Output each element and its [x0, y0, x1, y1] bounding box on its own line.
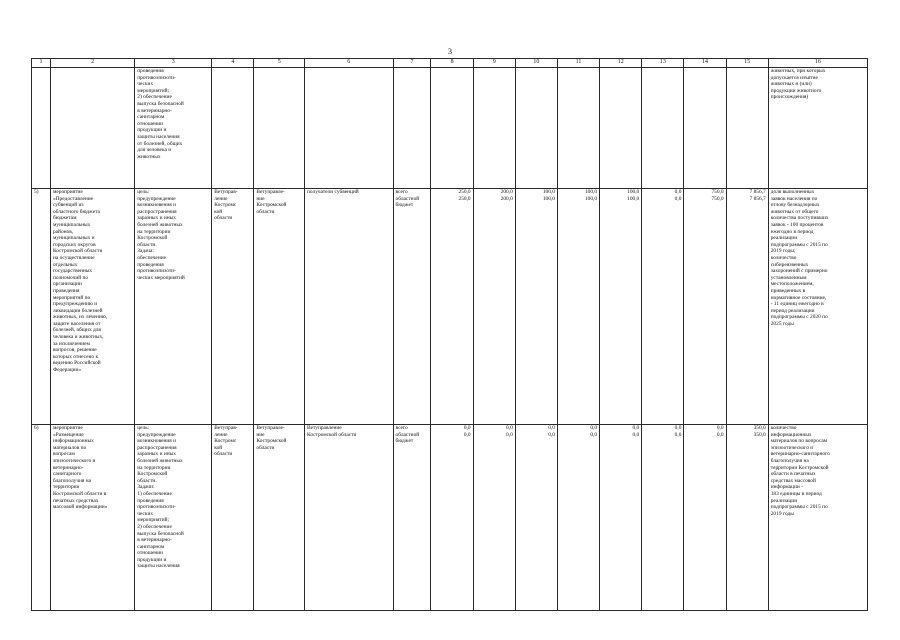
cell-text-line: субвенций из: [52, 202, 84, 209]
cell-text-line: 2025 годы: [770, 320, 794, 327]
cell-text-line: болезней животных: [137, 221, 183, 228]
cell-text-line: территории: [52, 484, 80, 491]
cell-text-line: области: [256, 444, 275, 451]
header-cell-12: 12: [600, 59, 642, 68]
cell-text-line: массовой информации»: [52, 504, 108, 511]
cell-text-line: реализации: [770, 497, 798, 504]
cell-text-line: ние: [256, 431, 265, 438]
cell-text-line: для человека и: [137, 147, 172, 154]
cell-text-line: средствах массовой: [770, 477, 816, 484]
cell-text-line: области в печатных: [770, 471, 816, 478]
cell-text-line: цель:: [137, 425, 150, 431]
cell-text-line: ление: [214, 431, 228, 438]
cell-text-line: благополучия на: [770, 457, 809, 464]
cell-text-line: 0,0: [674, 195, 682, 202]
cell-text-line: ние: [256, 195, 265, 202]
cell-goal-tasks: [135, 189, 212, 425]
cell-year-2020: [642, 189, 684, 425]
cell-year-2015: [431, 68, 473, 189]
cell-year-2016: [473, 189, 515, 425]
cell-text-line: вопросов, решение: [52, 347, 97, 354]
cell-text-line: которых отнесено к: [52, 353, 99, 360]
cell-text-line: территории Костромской: [770, 464, 829, 471]
cell-text-line: продукции животного: [770, 87, 822, 94]
cell-year-2015: [431, 189, 473, 425]
cell-text-line: Костромской области: [52, 248, 103, 255]
cell-text-line: на территории: [137, 464, 171, 471]
cell-text-line: бюджетам: [52, 215, 77, 222]
cell-text-line: защиты населения: [137, 133, 180, 140]
cell-text-line: предупреждению и: [52, 301, 98, 308]
cell-text-line: 0,0: [716, 425, 724, 431]
cell-text-line: подпрограммы с 2015 по: [770, 504, 828, 511]
header-cell-6: 6: [305, 59, 394, 68]
cell-text-line: 250,0: [458, 189, 471, 195]
cell-text-line: Костромской: [137, 471, 168, 478]
cell-text-line: предупреждение: [137, 195, 176, 202]
cell-text-line: Костромской: [137, 235, 168, 242]
cell-text-line: 200,0: [500, 189, 513, 195]
cell-row-number: [32, 68, 51, 189]
cell-text-line: 0,0: [463, 425, 471, 431]
cell-text-line: 0,0: [590, 431, 598, 438]
cell-text-line: 100,0: [584, 189, 598, 195]
cell-row-number: [32, 189, 51, 425]
cell-text-line: Костромской области: [307, 431, 357, 438]
header-cell-16: 16: [768, 59, 867, 68]
cell-text-line: происхождения): [770, 94, 809, 101]
cell-year-2017: [515, 425, 557, 611]
cell-measure-name: [50, 189, 134, 425]
cell-text-line: 0,0: [463, 431, 471, 438]
cell-total-value: [684, 189, 726, 425]
cell-text-line: - 11 единиц ежегодно в: [770, 301, 824, 308]
cell-text-line: Задачи:: [137, 484, 155, 491]
cell-row-number: [32, 425, 51, 611]
cell-text-line: подпрограммы с 2020 по: [770, 314, 828, 321]
cell-text-line: санитарном: [137, 114, 165, 121]
cell-col-15-value: [726, 425, 768, 611]
cell-year-2017: [515, 68, 557, 189]
cell-text-line: подпрограммы с 2015 по: [770, 241, 828, 248]
cell-year-2020: [642, 425, 684, 611]
page-number: 3: [448, 47, 452, 56]
cell-text-line: Ветуправле-: [256, 425, 285, 431]
cell-text-line: 750,0: [711, 195, 724, 202]
cell-text-line: захоронений с примерно: [770, 268, 828, 275]
cell-year-2015: [431, 425, 473, 611]
cell-text-line: заразных и иных: [137, 215, 176, 222]
cell-col-15-value: [726, 68, 768, 189]
cell-text-line: 0,0: [674, 425, 682, 431]
cell-year-2019: [600, 425, 642, 611]
cell-text-line: в ветеринарно-: [137, 537, 172, 544]
cell-text-line: области.: [137, 477, 157, 484]
cell-text-line: Костромской области в: [52, 490, 107, 497]
cell-text-line: вопросам: [52, 451, 75, 458]
cell-text-line: материалов по: [52, 444, 87, 451]
cell-text-line: государственных: [52, 268, 93, 275]
cell-text-line: областной: [395, 195, 420, 202]
cell-text-line: эпизоотического и: [52, 457, 96, 464]
cell-text-line: защите населения от: [52, 320, 101, 327]
cell-text-line: ческих: [137, 510, 154, 517]
cell-text-line: в ветеринарно-: [137, 107, 172, 114]
header-cell-14: 14: [684, 59, 726, 68]
cell-text-line: 100,0: [627, 195, 640, 202]
cell-text-line: санитарном: [137, 543, 165, 550]
header-cell-5: 5: [254, 59, 305, 68]
cell-text-line: цель:: [137, 189, 150, 195]
cell-text-line: 7 856,7: [749, 189, 766, 195]
cell-text-line: проведения: [52, 287, 80, 294]
cell-text-line: районов,: [52, 228, 74, 235]
header-cell-10: 10: [515, 59, 557, 68]
cell-text-line: Костромской: [256, 438, 287, 445]
cell-text-line: организации: [52, 281, 82, 288]
cell-text-line: установленным: [770, 274, 807, 281]
cell-text-line: ежегодно в период: [770, 228, 814, 235]
cell-text-line: 7 856,7: [749, 195, 766, 202]
cell-text-line: Костромской: [256, 202, 287, 209]
cell-text-line: ликвидации болезней: [52, 307, 103, 314]
cell-text-line: бюджет: [395, 438, 414, 445]
cell-text-line: бюджет: [395, 202, 414, 209]
cell-text-line: количество: [770, 254, 797, 261]
cell-text-line: 2) обеспечение: [137, 523, 172, 530]
header-cell-2: 2: [50, 59, 134, 68]
cell-text-line: период реализации: [770, 307, 815, 314]
cell-text-line: болезней, общих для: [52, 327, 101, 334]
cell-total-value: [684, 68, 726, 189]
cell-text-line: 100,0: [542, 195, 555, 202]
cell-text-line: кой: [214, 208, 223, 215]
cell-text-line: возникновения и: [137, 202, 176, 209]
cell-text-line: городских округов: [52, 241, 96, 248]
cell-text-line: реализации: [770, 235, 798, 242]
cell-text-line: местоположением,: [770, 281, 814, 288]
cell-text-line: Ветуправ-: [214, 425, 238, 431]
cell-text-line: 200,0: [500, 195, 513, 202]
table-row: [32, 425, 868, 611]
program-table: [31, 58, 868, 611]
cell-text-line: 0,0: [674, 431, 682, 438]
cell-total-value: [684, 425, 726, 611]
cell-year-2016: [473, 68, 515, 189]
cell-text-line: информационных: [52, 438, 94, 445]
cell-text-line: 100,0: [542, 189, 555, 195]
cell-text-line: защиты населения: [137, 563, 180, 570]
cell-text-line: возникновения и: [137, 438, 176, 445]
cell-text-line: информации -: [770, 484, 803, 491]
cell-text-line: кой: [214, 444, 223, 451]
cell-text-line: продукции и: [137, 556, 167, 563]
cell-text-line: Костромс: [214, 202, 237, 209]
cell-text-line: 2019 годы;: [770, 248, 796, 255]
cell-text-line: животных, при которых: [770, 68, 826, 74]
cell-text-line: 100,0: [584, 195, 598, 202]
cell-text-line: заявок - 100 процентов: [770, 221, 824, 228]
cell-text-line: проведения: [137, 261, 164, 268]
cell-text-line: распространения: [137, 444, 177, 451]
header-cell-1: 1: [32, 59, 51, 68]
cell-year-2019: [600, 189, 642, 425]
cell-text-line: проведения: [137, 68, 164, 74]
cell-executor: [212, 425, 254, 611]
cell-text-line: Ветуправле-: [256, 189, 285, 195]
header-cell-11: 11: [557, 59, 599, 68]
cell-text-line: количество: [770, 425, 797, 431]
cell-text-line: выпуска безопасной: [137, 530, 184, 537]
cell-text-line: на территории: [137, 228, 171, 235]
cell-text-line: 250,0: [458, 195, 471, 202]
cell-funding-source: [393, 68, 431, 189]
cell-text-line: человека и животных,: [52, 334, 104, 341]
cell-text-line: 0,0: [632, 425, 640, 431]
table-header-row: [32, 59, 868, 68]
cell-text-line: мероприятие: [52, 189, 83, 195]
cell-text-line: области: [256, 208, 275, 215]
cell-text-line: животных от общего: [770, 208, 819, 215]
cell-text-line: отдельных: [52, 261, 78, 268]
cell-text-line: нормативное состояние,: [770, 294, 827, 301]
cell-text-line: области: [214, 451, 233, 458]
cell-text-line: 5): [34, 189, 39, 195]
cell-year-2017: [515, 189, 557, 425]
cell-text-line: мероприятий;: [137, 517, 170, 524]
cell-text-line: животных, их лечению,: [52, 314, 108, 321]
cell-text-line: областной: [395, 431, 420, 438]
cell-year-2016: [473, 425, 515, 611]
cell-text-line: всего: [395, 189, 408, 195]
header-cell-3: 3: [135, 59, 212, 68]
cell-text-line: мероприятие: [52, 425, 83, 431]
cell-text-line: 183 единицы в период: [770, 490, 822, 497]
table-row: [32, 68, 868, 189]
cell-text-line: допускается изъятие: [770, 74, 818, 81]
cell-text-line: болезней животных: [137, 457, 183, 464]
cell-text-line: ветеринарно-санитарного: [770, 451, 830, 458]
cell-indicator: [768, 425, 867, 611]
cell-text-line: отношении: [137, 550, 164, 557]
cell-text-line: 100,0: [627, 189, 640, 195]
cell-text-line: сибиреязвенных: [770, 261, 809, 268]
cell-goal-tasks: [135, 68, 212, 189]
cell-text-line: благополучия на: [52, 477, 92, 484]
cell-text-line: ческих мероприятий: [137, 274, 185, 281]
cell-text-line: 0,0: [674, 189, 682, 195]
cell-text-line: за исключением: [52, 340, 90, 347]
cell-text-line: «Размещение: [52, 431, 84, 438]
cell-text-line: муниципальных: [52, 221, 91, 228]
cell-text-line: заявок населения по: [770, 195, 818, 202]
cell-text-line: предупреждение: [137, 431, 176, 438]
cell-text-line: материалов по вопросам: [770, 438, 828, 445]
cell-coexecutor: [254, 189, 305, 425]
cell-text-line: Федерации»: [52, 367, 82, 374]
cell-text-line: противоэпизоти-: [137, 74, 176, 81]
cell-indicator: [768, 68, 867, 189]
cell-text-line: количества поступивших: [770, 215, 829, 222]
cell-text-line: получатели субвенций: [307, 189, 359, 195]
cell-text-line: муниципальных и: [52, 235, 95, 242]
cell-recipients: [305, 189, 394, 425]
cell-text-line: животных: [137, 153, 161, 160]
cell-text-line: на осуществление: [52, 254, 95, 261]
cell-text-line: отлову безнадзорных: [770, 202, 820, 209]
header-cell-9: 9: [473, 59, 515, 68]
cell-text-line: заразных и иных: [137, 451, 176, 458]
cell-year-2018: [557, 68, 599, 189]
header-cell-4: 4: [212, 59, 254, 68]
cell-text-line: Ветуправление: [307, 425, 342, 431]
cell-text-line: информационных: [770, 431, 812, 438]
cell-text-line: печатных средствах: [52, 497, 99, 504]
cell-text-line: выпуска безопасной: [137, 100, 184, 107]
cell-measure-name: [50, 68, 134, 189]
cell-text-line: мероприятий;: [137, 87, 170, 94]
cell-text-line: обеспечение: [137, 254, 166, 261]
cell-text-line: ческих: [137, 81, 154, 88]
cell-text-line: 6): [34, 425, 39, 431]
cell-text-line: 350,0: [753, 431, 766, 438]
cell-text-line: доля выполненных: [770, 189, 815, 195]
cell-funding-source: [393, 425, 431, 611]
cell-text-line: эпизоотического и: [770, 444, 814, 451]
cell-year-2020: [642, 68, 684, 189]
cell-year-2019: [600, 68, 642, 189]
cell-text-line: отношении: [137, 120, 164, 127]
cell-text-line: 0,0: [716, 431, 724, 438]
cell-text-line: области: [214, 215, 233, 222]
cell-text-line: 2) обеспечение: [137, 94, 172, 101]
cell-text-line: областного бюджета: [52, 208, 100, 215]
cell-text-line: санитарного: [52, 471, 82, 478]
header-cell-8: 8: [431, 59, 473, 68]
cell-text-line: всего: [395, 425, 408, 431]
cell-text-line: 2019 годы: [770, 510, 794, 517]
cell-text-line: 0,0: [632, 431, 640, 438]
cell-executor: [212, 68, 254, 189]
cell-executor: [212, 189, 254, 425]
cell-text-line: противоэпизоти-: [137, 504, 176, 511]
cell-funding-source: [393, 189, 431, 425]
cell-text-line: приведенных в: [770, 287, 806, 294]
header-cell-7: 7: [393, 59, 431, 68]
cell-text-line: распространения: [137, 208, 177, 215]
cell-goal-tasks: [135, 425, 212, 611]
cell-text-line: Задача:: [137, 248, 154, 255]
cell-recipients: [305, 425, 394, 611]
cell-text-line: животных и (или): [770, 81, 812, 88]
cell-text-line: противоэпизоти-: [137, 268, 176, 275]
table-row: [32, 189, 868, 425]
cell-text-line: Ветуправ-: [214, 189, 238, 195]
cell-text-line: ведению Российской: [52, 360, 101, 367]
cell-text-line: от болезней, общих: [137, 140, 183, 147]
cell-coexecutor: [254, 68, 305, 189]
cell-text-line: 0,0: [548, 425, 555, 431]
cell-text-line: 350,0: [753, 425, 766, 431]
cell-text-line: ветеринарно-: [52, 464, 84, 471]
header-cell-15: 15: [726, 59, 768, 68]
cell-text-line: 0,0: [506, 431, 513, 438]
cell-text-line: 1) обеспечение: [137, 490, 172, 497]
header-cell-13: 13: [642, 59, 684, 68]
cell-text-line: проведения: [137, 497, 164, 504]
cell-text-line: Костромс: [214, 438, 237, 445]
cell-col-15-value: [726, 189, 768, 425]
cell-text-line: мероприятий по: [52, 294, 91, 301]
cell-text-line: полномочий по: [52, 274, 89, 281]
cell-text-line: 750,0: [711, 189, 724, 195]
cell-recipients: [305, 68, 394, 189]
cell-text-line: области.: [137, 241, 157, 248]
cell-coexecutor: [254, 425, 305, 611]
cell-indicator: [768, 189, 867, 425]
cell-text-line: 0,0: [506, 425, 513, 431]
cell-text-line: продукции и: [137, 127, 167, 134]
cell-measure-name: [50, 425, 134, 611]
cell-year-2018: [557, 425, 599, 611]
cell-text-line: 0,0: [590, 425, 598, 431]
cell-text-line: «Предоставление: [52, 195, 94, 202]
cell-text-line: 0,0: [548, 431, 555, 438]
cell-year-2018: [557, 189, 599, 425]
cell-text-line: ление: [214, 195, 228, 202]
